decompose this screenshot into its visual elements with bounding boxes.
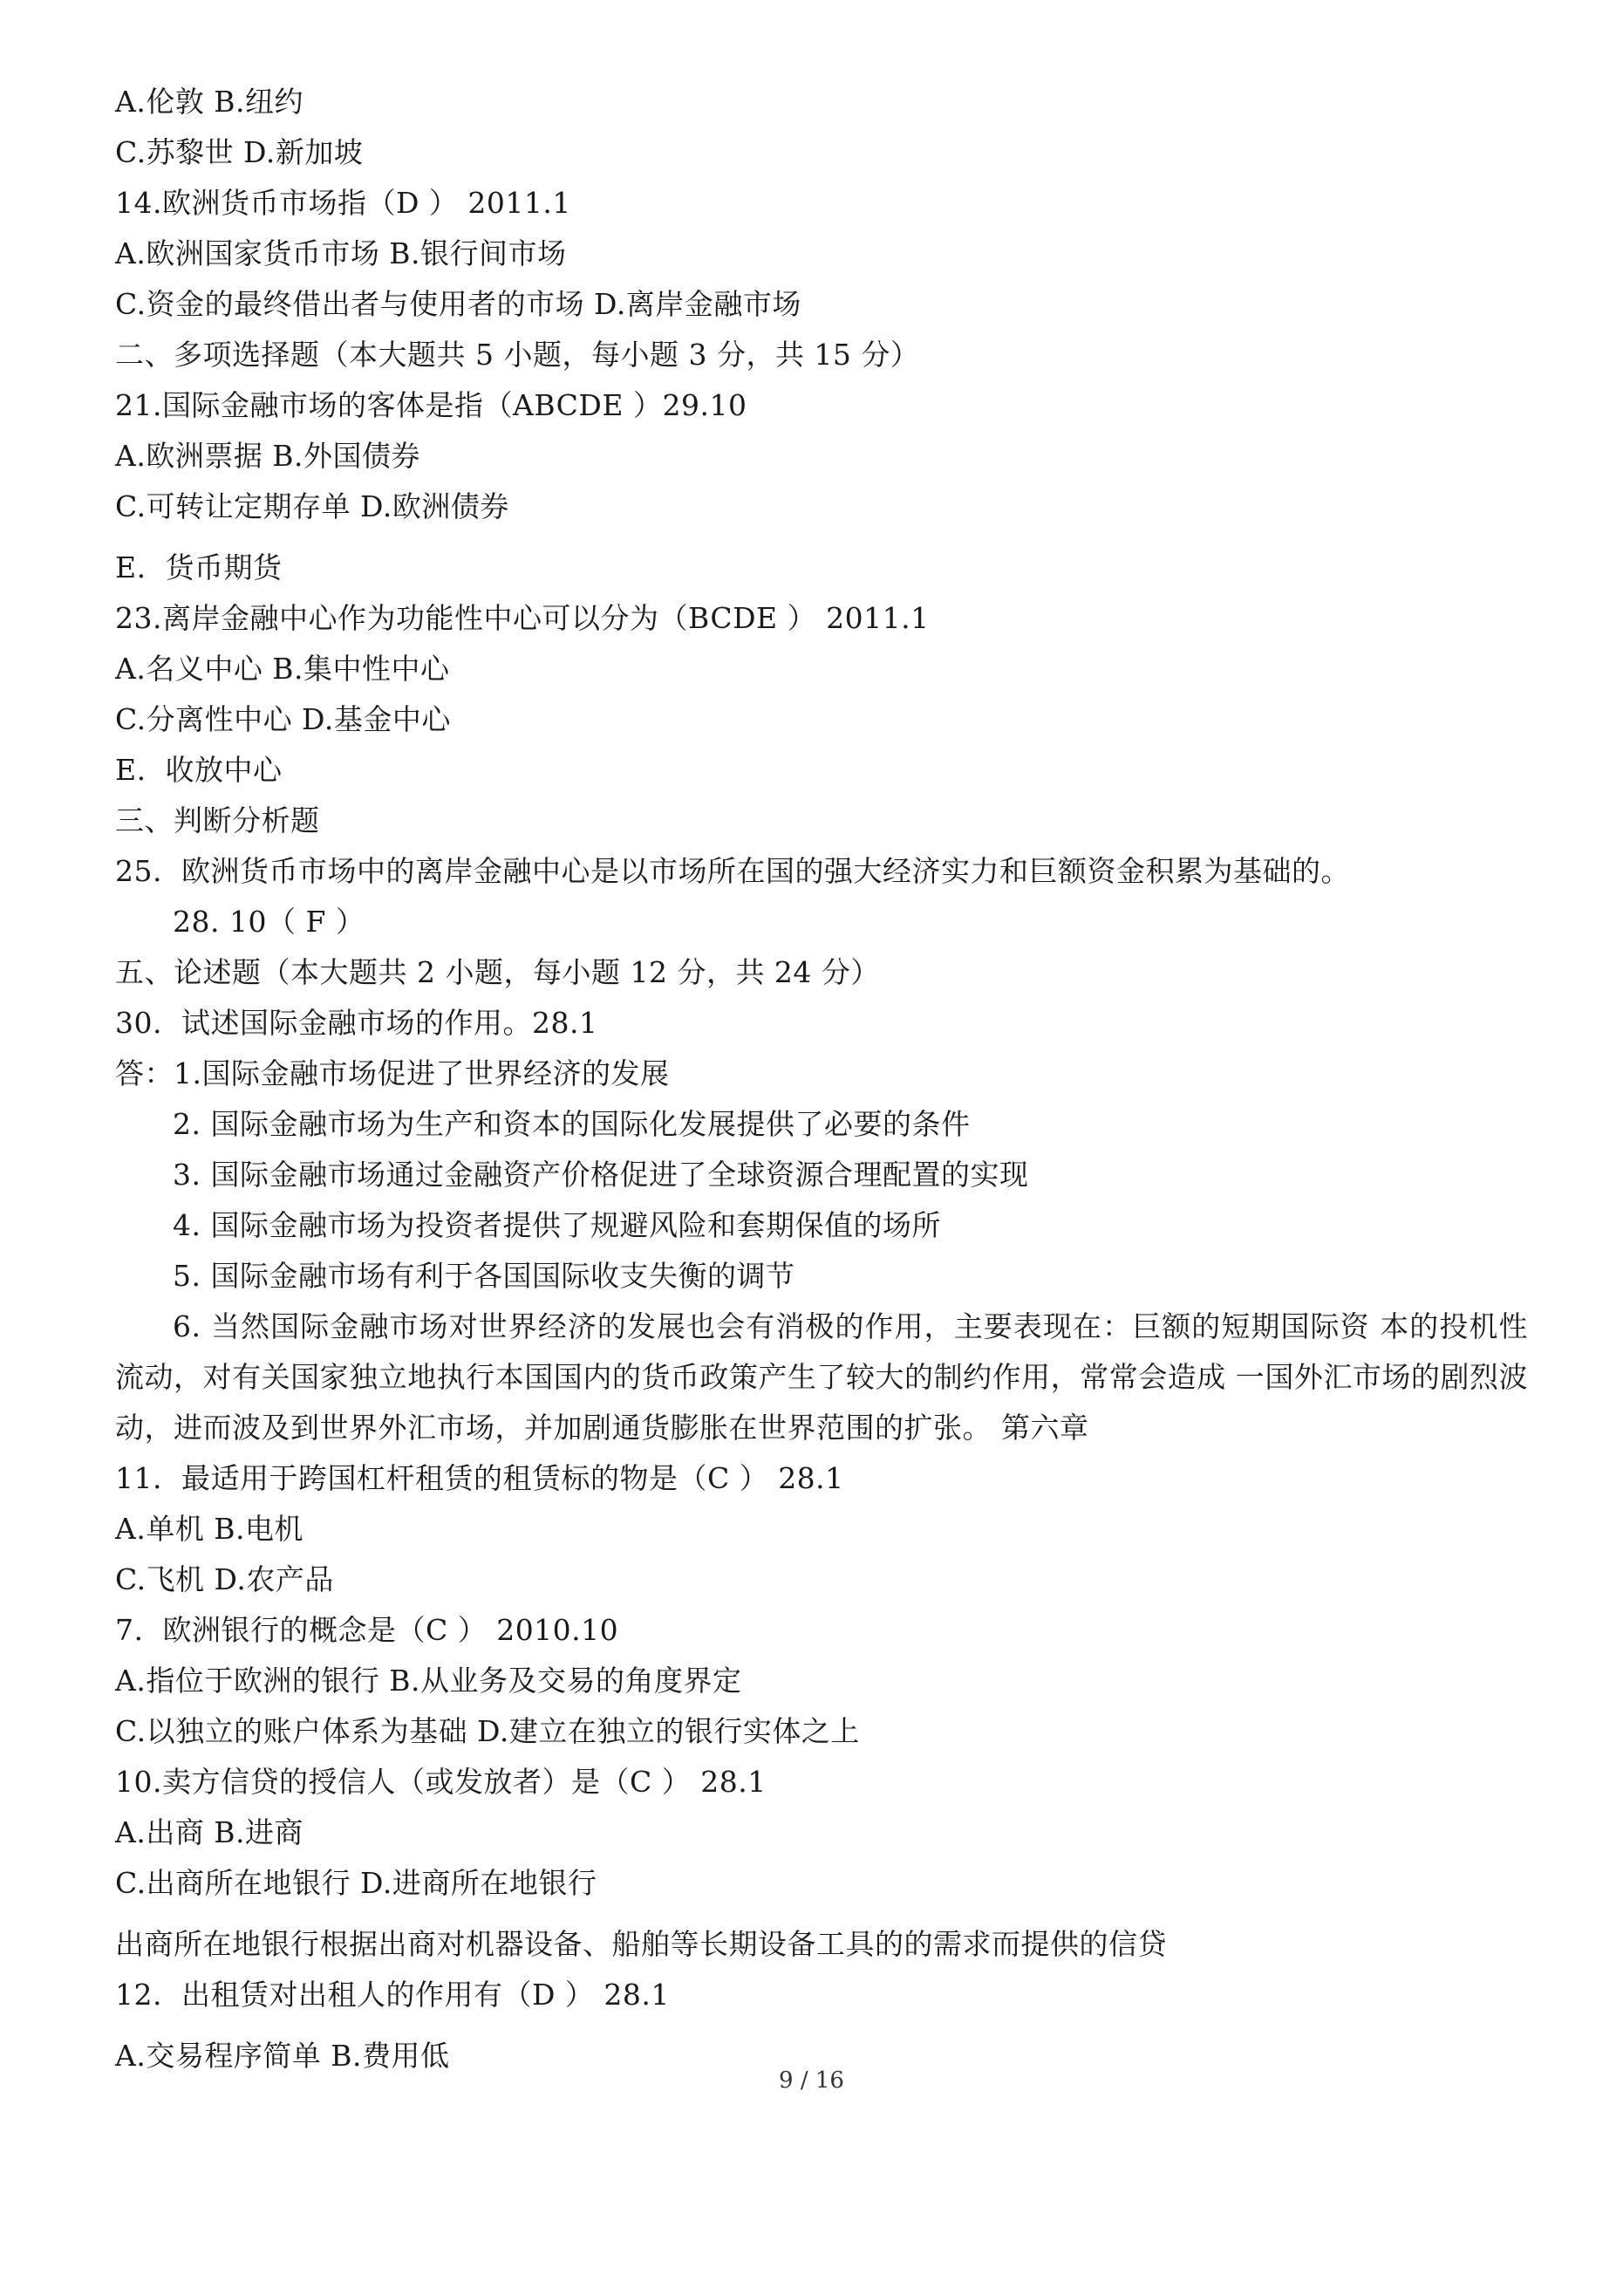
option-line: E. 收放中心 (115, 753, 283, 787)
option-line: A.指位于欧洲的银行 B.从业务及交易的角度界定 (115, 1664, 742, 1698)
option-line: C.资金的最终借出者与使用者的市场 D.离岸金融市场 (115, 287, 801, 321)
answer-line: 答：1.国际金融市场促进了世界经济的发展 (115, 1056, 670, 1090)
note-line: 出商所在地银行根据出商对机器设备、船舶等长期设备工具的的需求而提供的信贷 (115, 1927, 1167, 1961)
question-line: 10.卖方信贷的授信人（或发放者）是（C ） 28.1 (115, 1765, 767, 1799)
answer-point: 4. 国际金融市场为投资者提供了规避风险和套期保值的场所 (173, 1208, 941, 1242)
option-line: C.苏黎世 D.新加坡 (115, 135, 364, 169)
answer-paragraph: 6. 当然国际金融市场对世界经济的发展也会有消极的作用，主要表现在：巨额的短期国际资 本的投机性流动，对有关国家独立地执行本国国内的货币政策产生了较大的制约作用，常常会造成 一国外汇市场的剧烈波动，进而波及到世界外汇市场，并加剧通货膨胀在世界范围的扩张。 第六章 (115, 1309, 1528, 1445)
answer-point: 2. 国际金融市场为生产和资本的国际化发展提供了必要的条件 (173, 1107, 971, 1141)
question-line: 25. 欧洲货币市场中的离岸金融中心是以市场所在国的强大经济实力和巨额资金积累为基础的。 (115, 854, 1350, 888)
option-line: A.欧洲国家货币市场 B.银行间市场 (115, 236, 567, 270)
option-line: C.可转让定期存单 D.欧洲债券 (115, 489, 509, 523)
question-line: 30. 试述国际金融市场的作用。28.1 (115, 1006, 598, 1040)
question-line: 7. 欧洲银行的概念是（C ） 2010.10 (115, 1613, 619, 1647)
option-line: A.单机 B.电机 (115, 1512, 304, 1546)
option-line: A.出商 B.进商 (115, 1815, 304, 1849)
question-line: 11. 最适用于跨国杠杆租赁的租赁标的物是（C ） 28.1 (115, 1461, 844, 1495)
section-heading: 五、论述题（本大题共 2 小题，每小题 12 分，共 24 分） (115, 955, 880, 989)
section-heading: 二、多项选择题（本大题共 5 小题，每小题 3 分，共 15 分） (115, 338, 920, 372)
document-body (115, 77, 1528, 2081)
page-number: 9 / 16 (779, 2067, 844, 2094)
option-line: A.名义中心 B.集中性中心 (115, 652, 450, 686)
question-line: 21.国际金融市场的客体是指（ABCDE ）29.10 (115, 388, 747, 422)
option-line: A.伦敦 B.纽约 (115, 85, 304, 119)
section-heading: 三、判断分析题 (115, 803, 320, 837)
option-line: C.出商所在地银行 D.进商所在地银行 (115, 1866, 597, 1900)
answer-point: 5. 国际金融市场有利于各国国际收支失衡的调节 (173, 1259, 795, 1293)
option-line: A.交易程序简单 B.费用低 (115, 2039, 450, 2073)
question-line: 14.欧洲货币市场指（D ） 2011.1 (115, 186, 571, 220)
question-line: 23.离岸金融中心作为功能性中心可以分为（BCDE ） 2011.1 (115, 601, 930, 635)
answer-line: 28. 10（ F ） (173, 905, 365, 939)
option-line: C.分离性中心 D.基金中心 (115, 702, 451, 736)
option-line: C.飞机 D.农产品 (115, 1562, 334, 1596)
option-line: E. 货币期货 (115, 550, 283, 584)
answer-point: 3. 国际金融市场通过金融资产价格促进了全球资源合理配置的实现 (173, 1158, 1029, 1192)
option-line: C.以独立的账户体系为基础 D.建立在独立的银行实体之上 (115, 1714, 860, 1748)
question-line: 12. 出租赁对出租人的作用有（D ） 28.1 (115, 1978, 670, 2012)
option-line: A.欧洲票据 B.外国债券 (115, 439, 421, 473)
